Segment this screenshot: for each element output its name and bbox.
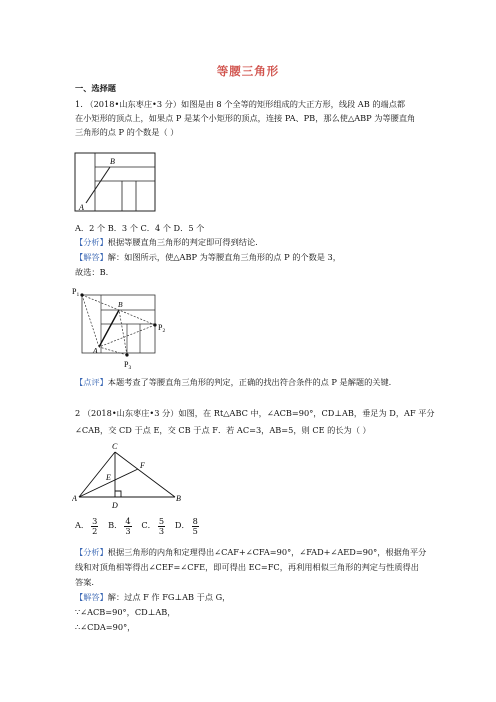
q2-answer-2: ∵∠ACB=90°，CD⊥AB， <box>75 607 176 617</box>
q1-answer <box>75 251 341 264</box>
analysis-tag: 【分析】 <box>75 547 108 557</box>
svg-text:P1 <box>72 287 79 298</box>
q1-options: A．2 个 B．3 个 C．4 个 D．5 个 <box>75 223 205 233</box>
q1-answer-text: 解：如图所示，使△ABP 为等腰直角三角形的点 P 的个数是 3， <box>107 252 341 262</box>
q2-line-1: 2 （2018•山东枣庄•3 分）如图，在 Rt△ABC 中，∠ACB=90°，CD⊥AB，垂足为 D，AF 平分 <box>75 408 435 418</box>
q1-label-b: B <box>110 157 115 166</box>
p2-sub: 2 <box>162 328 166 334</box>
q2-answer-1: 【解答】解：过点 F 作 FG⊥AB 于点 G， <box>75 592 231 602</box>
section-heading: 一、选择题 <box>75 83 116 93</box>
q1-comment <box>75 376 391 389</box>
p1-label: P <box>72 287 77 296</box>
p3-sub: 3 <box>128 365 132 371</box>
q2-line-2: ∠CAB，交 CD 于点 E，交 CB 于点 F．若 AC=3，AB=5，则 CE 的长为（ ） <box>75 425 371 435</box>
comment-tag: 【点评】 <box>75 377 108 387</box>
analysis-tag: 【分析】 <box>75 237 108 247</box>
q1-choice: 故选：B. <box>75 267 109 277</box>
q2-answer-3: ∴∠CDA=90°， <box>75 622 136 632</box>
q1-line-3: 三角形的点 P 的个数是（ ） <box>75 127 179 137</box>
q2-label-e: E <box>106 473 111 482</box>
q1-analysis <box>75 236 258 249</box>
q2-label-b: B <box>176 494 181 503</box>
q2-triangle-figure <box>72 440 188 512</box>
q2-option-b: B． $\frac{4}{3}$ <box>108 515 131 536</box>
q1-comment-text: 本题考查了等腰直角三角形的判定，正确的找出符合条件的点 P 是解题的关键. <box>107 377 392 387</box>
q2-label-c: C <box>112 442 118 451</box>
q1-analysis-text: 根据等腰直角三角形的判定即可得到结论. <box>107 237 258 247</box>
answer-tag: 【解答】 <box>75 252 108 262</box>
q2-label-d: D <box>112 501 118 510</box>
p3-label: P <box>124 360 129 369</box>
page-title: 等腰三角形 <box>216 64 280 78</box>
answer-tag: 【解答】 <box>75 592 108 602</box>
q1-line-1: 1. （2018•山东枣庄•3 分）如图是由 8 个全等的矩形组成的大正方形，线段 AB 的端点都 <box>75 99 406 109</box>
q1-sol-label-a: A <box>93 346 98 355</box>
svg-text:P3 <box>124 360 131 371</box>
q2-analysis-2: 线和对顶角相等得出∠CEF=∠CFE，即可得出 EC=FC，再利用相似三角形的判定与性质得出 <box>75 562 419 572</box>
q1-grid-figure <box>74 152 158 214</box>
q1-sol-label-b: B <box>118 300 123 309</box>
q2-analysis-3: 答案. <box>75 577 94 587</box>
q2-analysis-1: 【分析】根据三角形的内角和定理得出∠CAF+∠CFA=90°，∠FAD+∠AED=90°，根据角平分 <box>75 547 427 557</box>
q2-options <box>75 514 201 536</box>
q2-option-a: A． $\frac{3}{2}$ <box>75 515 98 536</box>
q2-label-a: A <box>72 494 77 503</box>
q1-label-a: A <box>79 203 84 212</box>
q2-option-c: C． $\frac{5}{3}$ <box>141 515 165 536</box>
q2-label-f: F <box>140 461 145 470</box>
p2-label: P <box>158 323 163 332</box>
q1-solution-figure <box>72 285 172 375</box>
q1-line-2: 在小矩形的顶点上，如果点 P 是某个小矩形的顶点，连接 PA、PB，那么使△ABP 为等腰直角 <box>75 113 416 123</box>
svg-text:P2 <box>158 323 165 334</box>
p1-sub: 1 <box>76 292 80 298</box>
q2-option-d: D． $\frac{8}{5}$ <box>174 515 198 536</box>
